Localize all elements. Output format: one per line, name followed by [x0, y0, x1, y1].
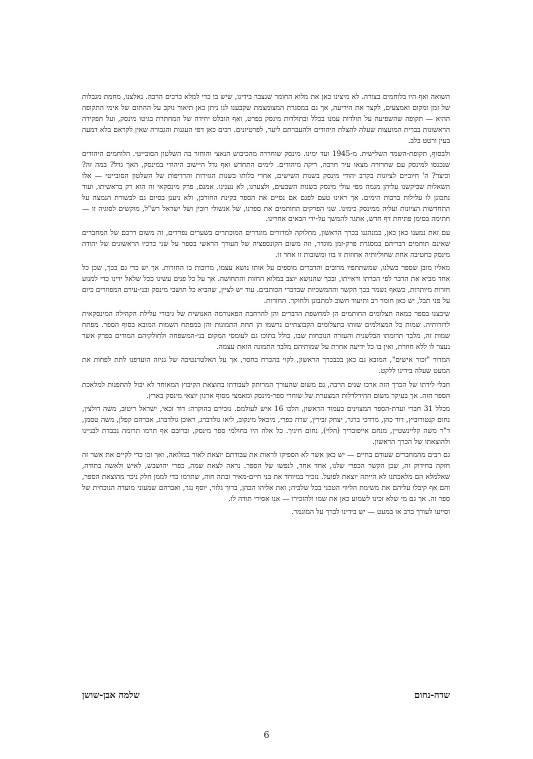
paragraph: ולבסוף, תקופת-השמד השלישית. מ-1945 ועד ימינו. מינסק שוחררה מהכיבוש הנאצי והוחזר בה השלטון הסובייטי. הלוחמים היהודים שנכנסו למינסק עם שחרורה מצאו עיר חרבה, ריקה מיהודים. לימים התחדש ואף גדל היישוב היהודי במינסק, האך גדל? במה זה? וכיצד? ה' חיוביים לציונות בקרב יהודי מינסק בשנות השישים, אחרי בלותו בשנות הגזירות והרדיפות של השלטון הסובייטי — אלו השאלות שביקשנו עליהן מגמה מפי עולי מינסק בשנות השבעים, ולצערנו, לא נענינו. אמנם, פרק מינסקאי זה הוא רק בראשיתו, ועוד נתכונן לו עלילות ברבות הימים. אך ראינו טעם לפגם אם נסיים את הספר בקינת החורבן, ולא ניענן בסיום גם לבשורת הנמצה על התחדשות הציונות ועליה ממינסק כימינו. שני הפרקים החותמים את ספרנו, של אנשולי רובין ושל ישראל רש"ל, מוקשים לסוגיה זו — חתימה בסימן פתיחת דף חדש, אתגר להמשך על-ידי הבאים אחרינו. — [82, 149, 450, 224]
paragraph: שיבצנו בספר כמאה תצלומים החותמים הן למחשפת הדברים והן להרחבת הפאנורמה האנושית של גיבורי עלילת הקהילה המינסקאית לדורותיה. שמות כל המצולמים שזוהו בתצלומים הקבוצתיים נרשמו הן תחת התמונות והן במפתח השמות המובא בסוף הספר. מפתח שמות זה, מלבד תרומתו הבלשנית והעזרה הנוכחות שבו, כולל בתוכו גם לעומסי המקום בני-המשפחה ולחולקיהם המודים בפרק אשר נעצר לו ללא חוזרת, ואין בו כל ידיעה אחרת על שמותיהם מלבד התמונה הזאת עצמה. — [82, 309, 450, 351]
paragraph: עם זאת נמענו כאן כאן, כמנהגנו בכרך הראשון, מחלוקה למדורים מוגדרים המוכתרים בשערים נפרדים, זה משום דרכם של המחברים שאינם תוחמים דבריהם במסגרת פרק-זמן מוגדר, וזה משום הקונספציה של העורך הראשי בספר על שני כרכיו הראשונים של יהודה מינסק כחטיבה אחת שחוליותיה אחוזות זו בזו ומשובות זו אחר זו. — [82, 227, 450, 259]
paragraph: מאליו מובן שספר כשלנו, שמשתתפיו מרובים והדברים מוספים על אותו נושא עצמו, מרובות בו החזרות. אך יש כדי גם בכך, שכן כל אחד מביא את הדבר לפי הכרתו וראייתו, ובכך שהנושא יוצב במלוא החזות והתחושה. אך על כל פנים עשינו ככל שלאל ידינו כדי למנוע חזרות מיותרות, כשאף נשמר בכך הקשר וההמשכיות שבדברי הכותבים. עוד יש לציין, שהביא כל תושבי מינסק ובני-עירם המפוזרים כיום על פני תבל, יש כאן חומר רב ותיעוד חשוב למתבונן ולחוקר. החזרות. — [82, 263, 450, 305]
signature-place: שדה-נחום — [414, 691, 450, 701]
body-text — [82, 92, 450, 521]
paragraph: וסייעו לעורך ברב או במעט — יש בידינו לברך על המוגמר. — [291, 507, 450, 517]
paragraph: המדור "זכור אישים", המובא גם כאן בכבכרך הראשון, לקוי בהכרח בחסר, אך על האלטרנטיבה של גניזה הועדפנו לתת לפחות את המעט שעלה בידינו ללקט. — [82, 355, 450, 376]
signature-author: שלמה אבן-שושן — [82, 691, 140, 701]
paragraph: מכלל 31 חברי ועדת-הספר המצוינים בעמוד הראשון, הלכו 16 איש לעולמם. נזכירם בהוקרה: דוד זכאי, ישראל ריטוב, משה דולצין, נחום קנטורוביץ, דוד כהן, מרדכי ברגר, יצחק זבירין, שרה כפרי, מיכאל מינקוב, ליאו גולדברג, ראובן גולדברג, אברהם קפלן, משה טסמן, ד"ר משה קליינשטיין, מנחם אייפובריך (הלוי), נחום חיניך. כל אלה היו בחולמי ספר מינסק, וברובם אף תרמו תרומה נכבדת לבניינו ולהוצאתו של הכרך הראשון. — [82, 403, 450, 446]
paragraph: חבלי לידתו של הכרך הזה ארכו שנים הרבה, גם משום שהעורך המרותק לעבודתו בהוצאת הקיבוץ המאוחד לא יכול להתפנות למלאכת הספר הזה. אך בעיקר משום ההידלדלות המצערת של שוחרי ספר-מינסק ומאמצי מסוף ארגון יוצאי מינסק בארץ. — [82, 379, 450, 400]
paragraph: השואה ואף היו בלוחמים בצורה. לא מיצינו כאן את מלוא החומר שנצבר בידינו, שיש בו כדי למלא כרכים הרבה. נאלצנו, מחמת מגבלות של זמן ומקום ואמצעים, לקצר את היריעה, אך גם במסגרת המצומצמת שקבענו לנו ניתן כאן תיאור נוקב על ההתום של אימי התקופה ההיא — תקופה שהשפיעה על תולדות עמנו בכלל ובתולדות מינסק בפרט, ואף הובלט יחידה של המחתרת בגיטו מינסק, ועל תפקידה הראשונות בברית המועצות שעלה להצלת היהודים ולהעברתם ליער, לפרטיזנים. רבים כאן דפי העגנות והגבורה שאין לקראם בלא דמעה בעין ורטט בלב. — [82, 92, 450, 145]
page-number: 6 — [263, 731, 270, 741]
paragraph: גם רבים מהמחברים שעודם בחיים — יש כאן אשר לא הספיקו לראות את עבודתם יוצאת לאור במלואה, ואך זכו כדי לקיים את אשר זה חזקה בחידוק זה, שכן הקשר הכפרי שלנו, אחד אחד, לנפשו של הספר. נראה לצאת שמה, כפרי יהושבש, לאיש ולאשה בתודה, שאלמלא הם מלאכתנו לא הייתה יוצאת לפועל. נזכיר במיוחד את בני חיים-מאיר ובתה חוה, שתרמו כדי לממן חלק ניכר מהוצאת הספר, והם אף קיבלו עליהם את משימת הליווי הטכני בכל שלביה; ואת אליהו הכהן, ברוך גלזר, יוסף נגר, ואברהם שמעוני מועדה הנוכחית של ספר זה. אך גם מי שלא זכינו לשמוע כאן את שמו ולהזכירו — אנו אסירי תודה לו. — [82, 450, 450, 503]
signature-line — [82, 690, 450, 701]
